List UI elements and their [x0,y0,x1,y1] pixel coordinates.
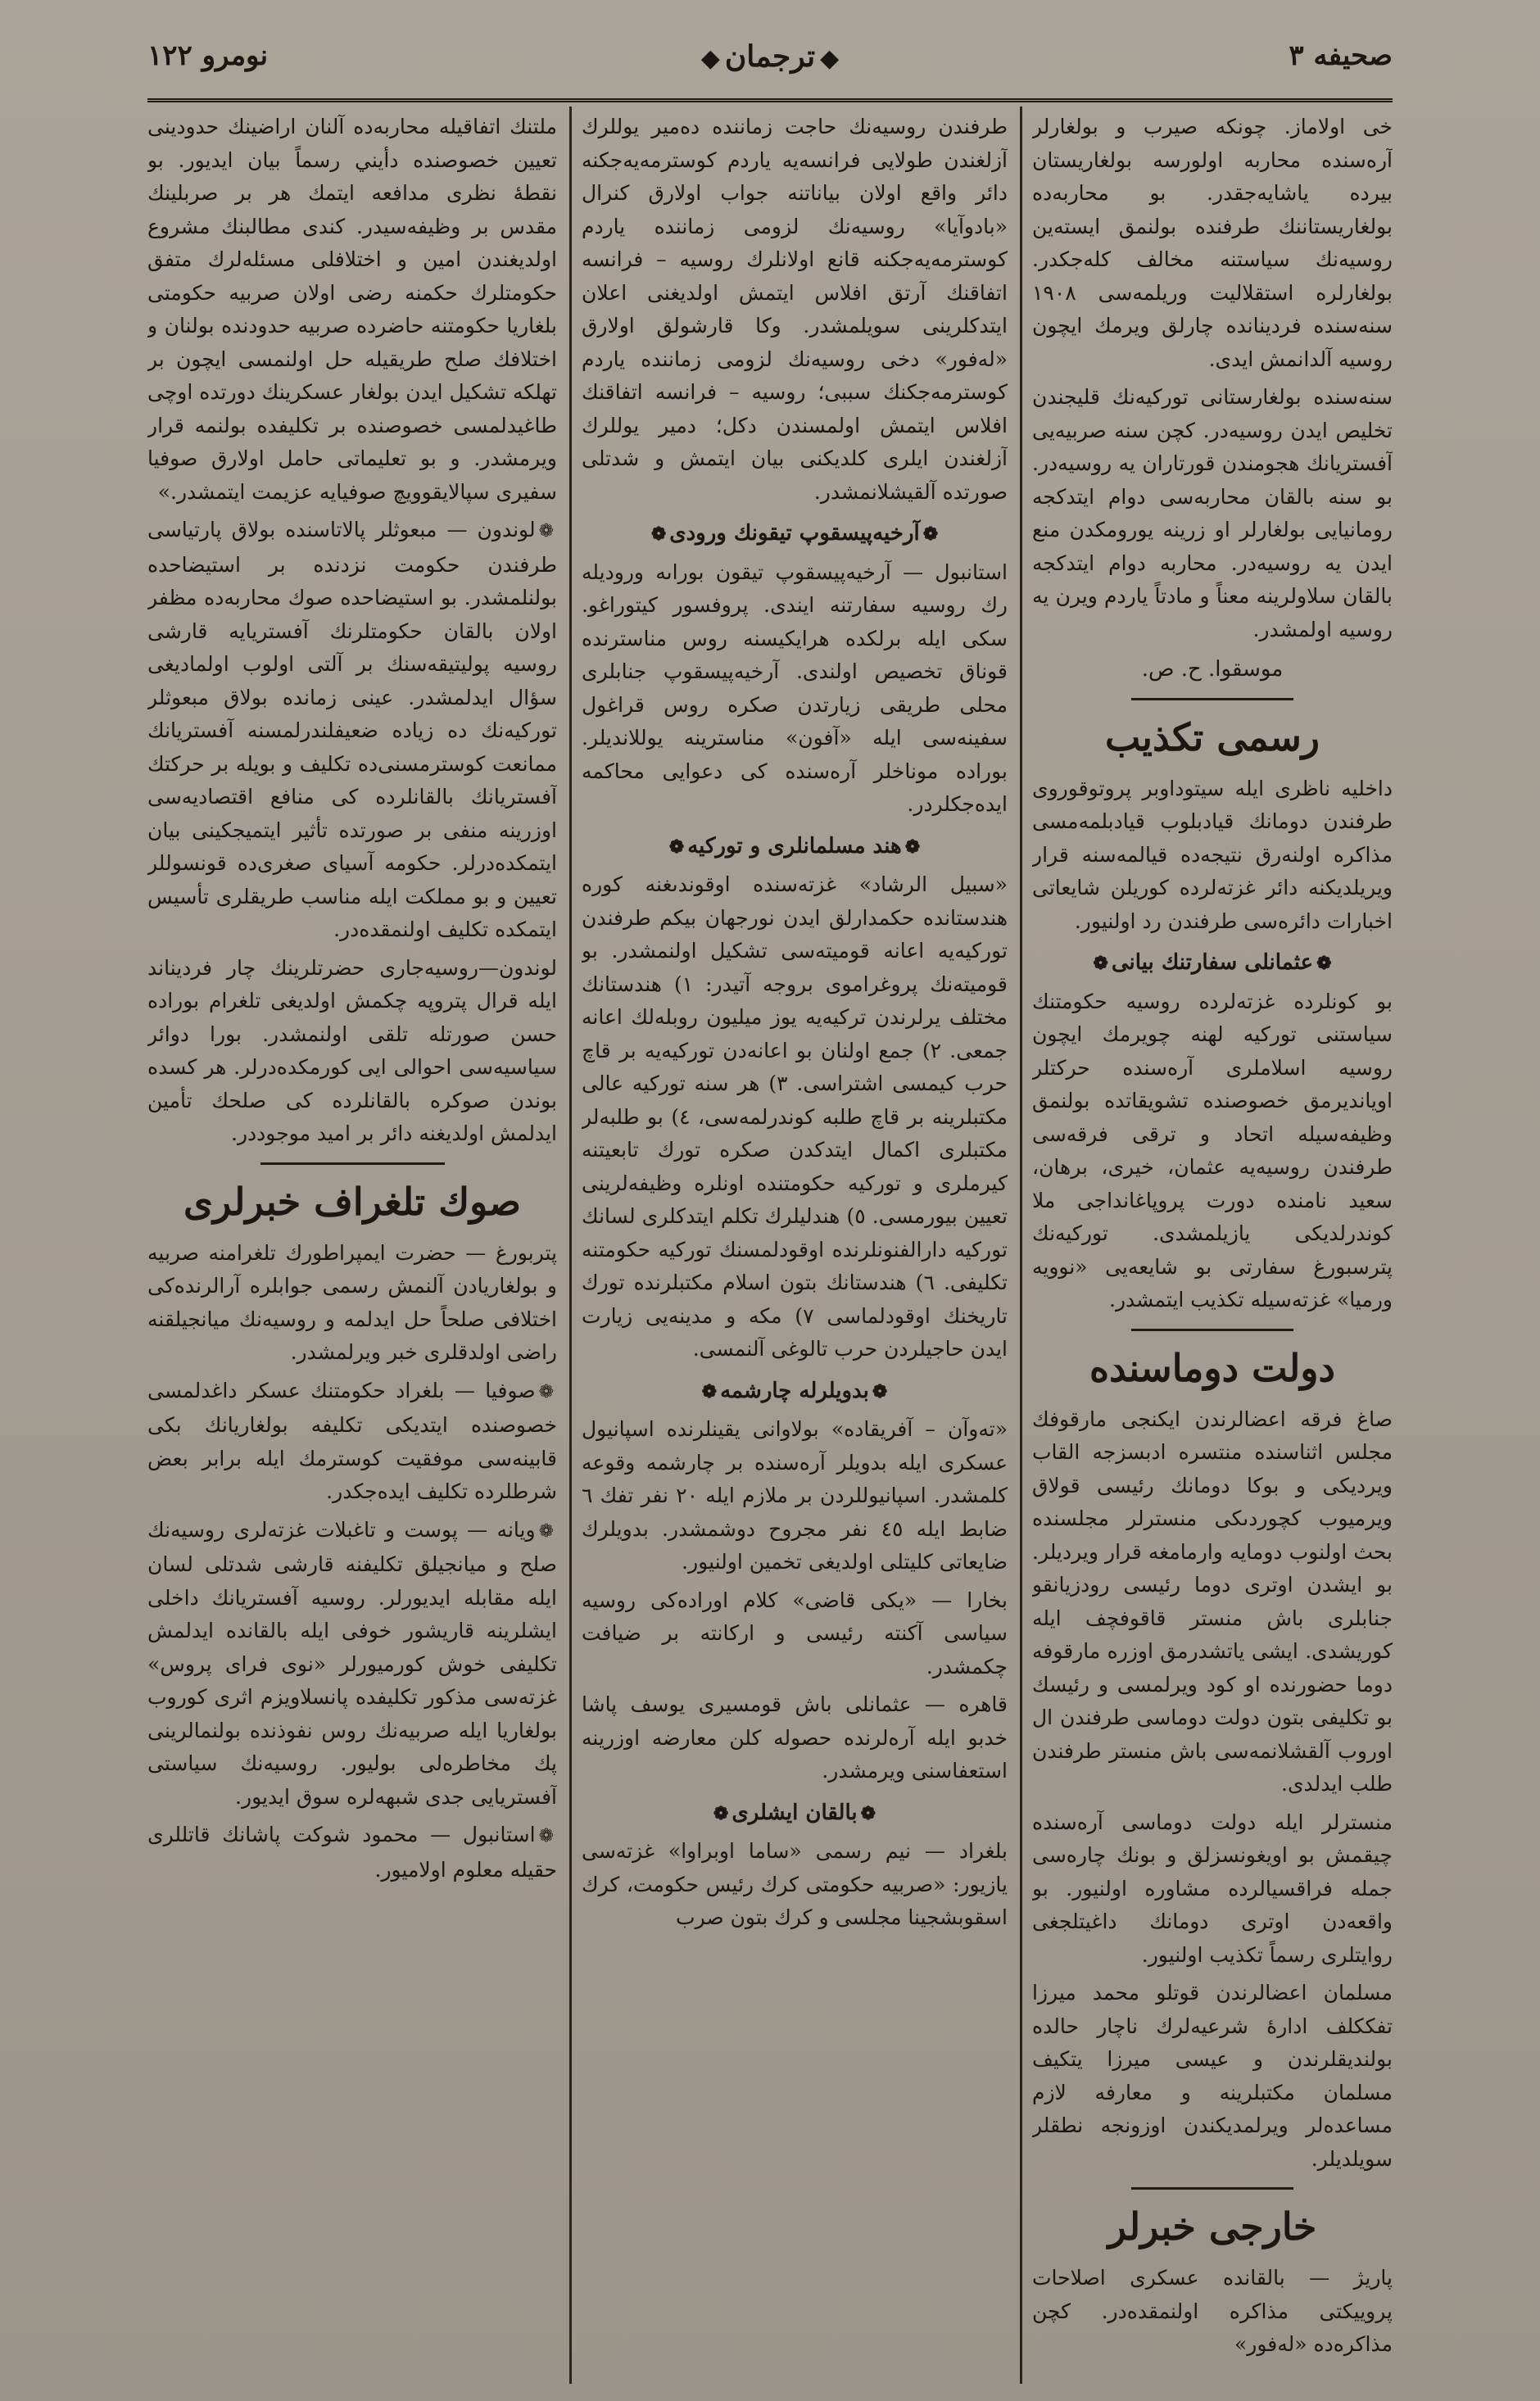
column-right [1032,111,1393,2388]
column-middle [582,111,1008,2388]
article-paragraph: خى اولاماز. چونكه صيرب و بولغارلر آره‌سنده محاربه اولورسه بولغاريستان بيرده ياشايه‌جقدر. بو محاربه‌ده بولغاريستاننك طرفنده بولنمق ايسته‌ين روسيه‌نك سياستنه مخالف كله‌جكدر. بولغارلره استقلاليت وريلمه‌سى ١٩٠٨ سنه‌سنده فردينانده چارلق ويرمك ايچون روسيه آلدانمش ايدى. [1032,115,1393,371]
news-item: ❁لوندون — مبعوثلر پالاتاسنده بولاق پارتياسى طرفندن حكومت نزدنده بر استيضاحده بولنلمشدر. بو استيضاحده صوك محاربه‌ده مظفر اولان بالقان حكومتلرنك آفستريايه قارشى روسيه پوليتيقه‌سنك بر آلتى اولوب اولماديغى سؤال ايدلمشدر. عينى زمانده بولاق مبعوثلر توركيه‌نك ده زياده ضعيفلندرلمسنه آفستريانك ممانعت كوسترمسنى‌ده تكليف و بويله بر حركتك آفستريانك بالقانلرده كى منافع اقتصاديه‌سى اوزرينه منفى بر صورتده تأثير ايتميجكينى بيان ايتمكده‌درلر. حكومه آسياى صغرى‌ده قونسوللر تعيين و بو مملكت ايله مناسب طريقلرى تأسيس ايتمكده تكليف اولنمقده‌در. [147,514,557,947]
section-rule [1131,1329,1293,1331]
subheading: ❁بالقان ايشلرى❁ [582,1796,1008,1831]
article-paragraph: پاريژ — بالقانده عسكرى اصلاحات پروييكتى مذاكره اولنمقده‌در. كچن مذاكره‌ده «له‌فور» [1032,2266,1393,2356]
ornament-icon: ❁ [701,1380,718,1402]
ornament-icon: ❁ [922,523,939,545]
article-signature: موسقوا. ح. ص. [1141,657,1284,682]
article-paragraph: طرفندن روسيه‌نك حاجت زماننده ده‌مير يوللرك آزلغندن طولايى فرانسه‌يه ياردم كوسترمه‌يه‌جكنه دائر واقع اولان بياناتنه جواب اولارق كنرال «بادوآيا» روسيه‌نك لزومى زماننده ياردم كوسترمه‌يه‌جكنه قانع اولانلرك روسيه – فرانسه اتفاقنك آرتق افلاس ايتمش اولديغنى اعلان ايتدكلرينى سويلمشدر. وكا قارشولق اولارق «له‌فور» دخى روسيه‌نك لزومى زماننده ياردم كوسترمه‌جكنك سببى؛ روسيه – فرانسه اتفاقنك افلاس ايتمش اولمسندن دكل؛ دمير يوللرك آزلغندن ايلرى كلديكنى بيان ايتمش و شدتلى صورتده آلقيشلانمشدر. [582,115,1008,504]
article-paragraph: منسترلر ايله دولت دوماسى آره‌سنده چيقمش بو اويغونسزلق و بونك چاره‌سى جمله فراقسيالرده مشاوره اولنيور. بو واقعه‌دن اوترى دومانك داغيتلجغى روايتلرى رسماً تكذيب اولنيور. [1032,1810,1393,1967]
news-item: ❁صوفيا — بلغراد حكومتنك عسكر داغدلمسى خصوصنده ايتديكى تكليفه بولغاريانك بكى قابينه‌سى موفقيت كوسترمك ايله برابر بعض شرطلرده تكليف ايده‌جكدر. [147,1375,557,1509]
page-header [147,25,1393,90]
section-title: دولت دوماسنده [1089,1345,1335,1390]
section-title: رسمى تكذيب [1104,714,1320,759]
article-paragraph: بلغراد — نيم رسمى «ساما اوبراوا» غزته‌سى يازيور: «صربيه حكومتى كرك رئيس حكومت، كرك اسقوبشجينا مجلسى و كرك بتون صرب [582,1839,1008,1929]
column-divider [1020,106,1022,2384]
column-left [147,111,557,2388]
ornament-icon: ❁ [538,1826,554,1846]
ornament-icon: ❁ [1093,953,1108,974]
ornament-icon: ❁ [538,1381,554,1402]
header-rule [147,98,1393,102]
section-rule [1131,2187,1293,2190]
section-title: خارجى خبرلر [1107,2204,1317,2249]
news-item: لوندون—روسيه‌جارى حضرتلرينك چار فرديناند ايله قرال پتروپه چكمش اولديغى تلغرام بوراده حسن صورتله تلقى اولنمشدر. بورا دوائر سياسيه‌سى احوالى ايى كورمكده‌درلر. هر كسده بوندن صوكره بالقانلرده كى صلحك تأمين ايدلمش اولديغنه دائر بر اميد موجوددر. [147,955,557,1145]
section-rule [260,1162,445,1165]
masthead-title [696,39,845,74]
article-paragraph: «سبيل الرشاد» غزته‌سنده اوقوندىغنه كوره هندستانده حكمدارلق ايدن نورجهان بيكم طرفندن توركيه‌يه اعانه قوميته‌سى تشكيل اولنمشدر. بو قوميته‌نك پروغراموى بروجه آتيدر: ١) هندستانك مختلف يرلرندن تركيه‌يه يوز ميليون روبله‌لك اعانه جمعى. ٢) جمع اولنان بو اعانه‌دن توركيه‌يه بر قاچ حرب كيمسى اشتراسى. ٣) هر سنه توركيه عالى مكتبلرينه بر قاچ طلبه كوندرلمه‌سى، ٤) بو طلبه‌لر مكتبلرى اكمال ايتدكدن صكره تورك تابعيتنه كيرملرى و توركيه حكومتنده اونلره وظيفه‌لرينى تعيين بيورمسى. ٥) هندليلرك تكلم ايتدكلرى لسانك توركيه دارالفنونلرنده اوقودلمسنك توركيه حكومتنه تكليفى. ٦) هندستانك بتون اسلام مكتبلرنده تورك تاريخنك اوقودلماسى ٧) مكه و مدينه‌يى زيارت ايدن حاجيلردن حرب تالوغى آلنمسى. [582,872,1008,1361]
news-item: ❁استانبول — محمود شوكت پاشانك قاتللرى حقيله معلوم اولاميور. [147,1819,557,1887]
article-paragraph: داخليه ناظرى ايله سيتوداوبر پروتوقوروى طرفندن دومانك قيادبلوب قيادبلمه‌مسى مذاكره اولنه‌رق نتيجه‌ده قيالمه‌سنه قرار ويريلديكنه دائر غزته‌لرده كوريلن شايعاتى اخبارات دائره‌سى طرفندن رد اولنيور. [1032,776,1393,933]
issue-number: نومرو ١٢٢ [147,39,269,72]
page-number: صحيفه ٣ [1289,39,1393,72]
article-paragraph: بو كونلرده غزته‌لرده روسيه حكومتنك سياستنى توركيه لهنه چويرمك ايچون روسيه اسلاملرى آره‌سنده حركتلر اويانديرمق خصوصنده تشويقاتده بولنمق وظيفه‌سيله اتحاد و ترقى فرقه‌سى طرفندن روسيه‌يه عثمان، خيرى، برهان، سعيد نامنده دورت پروپاغانداجى ملا كوندرلديكى يازيلمشدى. توركيه‌نك پترسبورغ سفارتى بو شايعه‌يى «نوويه ورميا» غزته‌سيله تكذيب ايتمشدر. [1032,989,1393,1311]
article-paragraph: قاهره — عثمانلى باش قومسيرى يوسف پاشا خدبو ايله آره‌لرنده حصوله كلن معارضه اوزرينه استعفاسنى ويرمشدر. [582,1692,1008,1783]
section-title: صوك تلغراف خبرلرى [183,1179,521,1224]
article-paragraph: ملتنك اتفاقيله محاربه‌ده آلنان اراضينك حدودينى تعيين خصوصنده دأيني رسماً بيان ايديور. بو نقطۀ نظرى مدافعه ايتمك هر بر صربلينك مقدس بر وظيفه‌سيدر. كندى مطالبنك مشروع اولديغندن امين و اختلافلى مسئله‌لرك متفق حكومتلرك حكمنه رضى اولان صربيه حكومتى بلغاريا حكومتنه حاضرده صربيه حدودنده بولنان و اختلافك صلح طريقيله حل اولنمسى ايچون بر تهلكه تشكيل ايدن بولغار عسكرينك دورتده اوچى طاغيدلمسى خصوصنده بر تكليفده بولنمه قرار ويرمشدر. و بو تعليماتى حامل اولارق صوفيا سفيرى سپالايقوويچ صوفيايه عزيمت ايتمشدر.» [147,115,557,504]
ornament-icon: ❁ [904,836,921,858]
article-paragraph: سنه‌سنده بولغارستانى توركيه‌نك قليجندن تخليص ايدن روسيه‌در. كچن سنه صربيه‌يى آفستريانك هجومندن قورتاران يه روسيه‌در. بو سنه بالقان محاربه‌سى دوام ايتدكجه رومانيايى بولغارلر او زرينه يورومكدن منع ايدن يه روسيه‌در. محاربه دوام ايتدكجه بالقان سلاولرينه معناً و مادتاً ياردم ويرن يه روسيه اولمشدر. [1032,385,1393,641]
ornament-icon: ❁ [538,521,554,541]
subheading: ❁هند مسلمانلرى و توركيه❁ [582,830,1008,864]
masthead-ornament-icon: ◆ [700,44,720,73]
article-paragraph: بخارا — «يكى قاضى» كلام اوراده‌كى روسيه سياسى آكنته رئيسى و اركانته بر ضيافت چكمشدر. [582,1588,1008,1678]
ornament-icon: ❁ [872,1380,888,1402]
ornament-icon: ❁ [1316,953,1332,974]
article-paragraph: استانبول — آرخيه‌پيسقوپ تيقون بوراىه وروديله رك روسيه سفارتنه ايندى. پروفسور كيتوراغو. سكى ايله برلكده هرايكيسنه روس مناسترنده قوناق تخصيص اولندى. آرخيه‌پيسقوپ جنابلرى محلى طريقى زيارتدن صكره روس قراغول سفينه‌سى ايله «آفون» مناسترينه يوللانديلر. بوراده موناخلر آره‌سنده كى دعوايى محاكمه ايده‌جكلردر. [582,559,1008,816]
article-paragraph: مسلمان اعضالرندن قوتلو محمد ميرزا تفككلف ادارۀ شرعيه‌لرك ناچار حالده بولنديقلرندن و عيسى ميرزا يتكيف مسلمان مكتبلرينه و معارفه لازم مساعده‌لر ويرلمديكندن اوزونجه نطقلر سويلديلر. [1032,1981,1393,2171]
column-divider [569,106,572,2384]
news-item: پتربورغ — حضرت ايمپراطورك تلغرامنه صربيه و بولغاريادن آلنمش رسمى جوابلره آرالرنده‌كى اختلافى صلحاً حل ايدلمه و روسيه‌نك ميانجيلقنه راضى اولدقلرى خبر ويرلمشدر. [147,1240,557,1364]
paper-name: ترجمان [724,39,816,74]
ornament-icon: ❁ [668,836,685,858]
ornament-icon: ❁ [713,1802,729,1824]
subheading: ❁آرخيه‌پيسقوپ تيقونك ورودى❁ [582,517,1008,551]
section-rule [1131,698,1293,700]
ornament-icon: ❁ [538,1520,554,1542]
subheading: ❁بدويلرله چارشمه❁ [582,1375,1008,1409]
subheading: ❁عثمانلى سفارتنك بيانى❁ [1032,946,1393,981]
ornament-icon: ❁ [860,1802,876,1824]
article-paragraph: صاغ فرقه اعضالرندن ايكنجى مارقوفك مجلس اثناسنده منتسره ادبسزجه القاب ويرديكى و بوكا دومانك رئيسى قولاق ويرميوب كچوردىكى منسترلر مجلسنده بحث اولنوب دومايه وارمامغه قرار ويرديلر. بو ايشدن اوترى دوما رئيسى رودزيانقو جنابلرى باش منستر قاقوفچف ايله كوريشدى. ايشى ياتشدرمق اوزره مارقوفه دوما حضورنده او كود ويرلمسى و رئيسك بو تكليفى بتون دولت دوماسى طرفندن ال اوروب آلقشلانمه‌سى باش منستر طرفندن طلب ايدلدى. [1032,1407,1393,1796]
news-item: ❁ويانه — پوست و تاغبلات غزته‌لرى روسيه‌نك صلح و ميانجيلق تكليفنه قارشى شدتلى لسان ايله مقابله ايديورلر. روسيه آفستريانك داخلى ايشلرينه قاريشور خوفى ايله بالقانده ايدلمش تكليفى خوش كورميورلر «نوى فراى پروس» غزته‌سى مذكور تكليفده پانسلاويزم اثرى كوروب بولغاريا ايله صربيه‌نك روس نفوذنده بولنمالرينى پك مخاطره‌لى بوليور. روسيه‌نك سياستى آفستريايى جدى شبهه‌لره سوق ايديور. [147,1514,557,1814]
ornament-icon: ❁ [650,523,667,545]
masthead-ornament-icon: ◆ [820,44,840,73]
article-paragraph: «ته‌وآن – آفريقاده» بولاوانى يقينلرنده اسپانيول عسكرى ايله بدويلر آره‌سنده بر چارشمه وقوعه كلمشدر. اسپانيوللردن بر ملازم ايله ٢٠ نفر تفك ٦ ضابط ايله ٤٥ نفر مجروح دوشمشدر. بدويلرك ضايعاتى كليتلى اولديغى تخمين اولنيور. [582,1417,1008,1574]
